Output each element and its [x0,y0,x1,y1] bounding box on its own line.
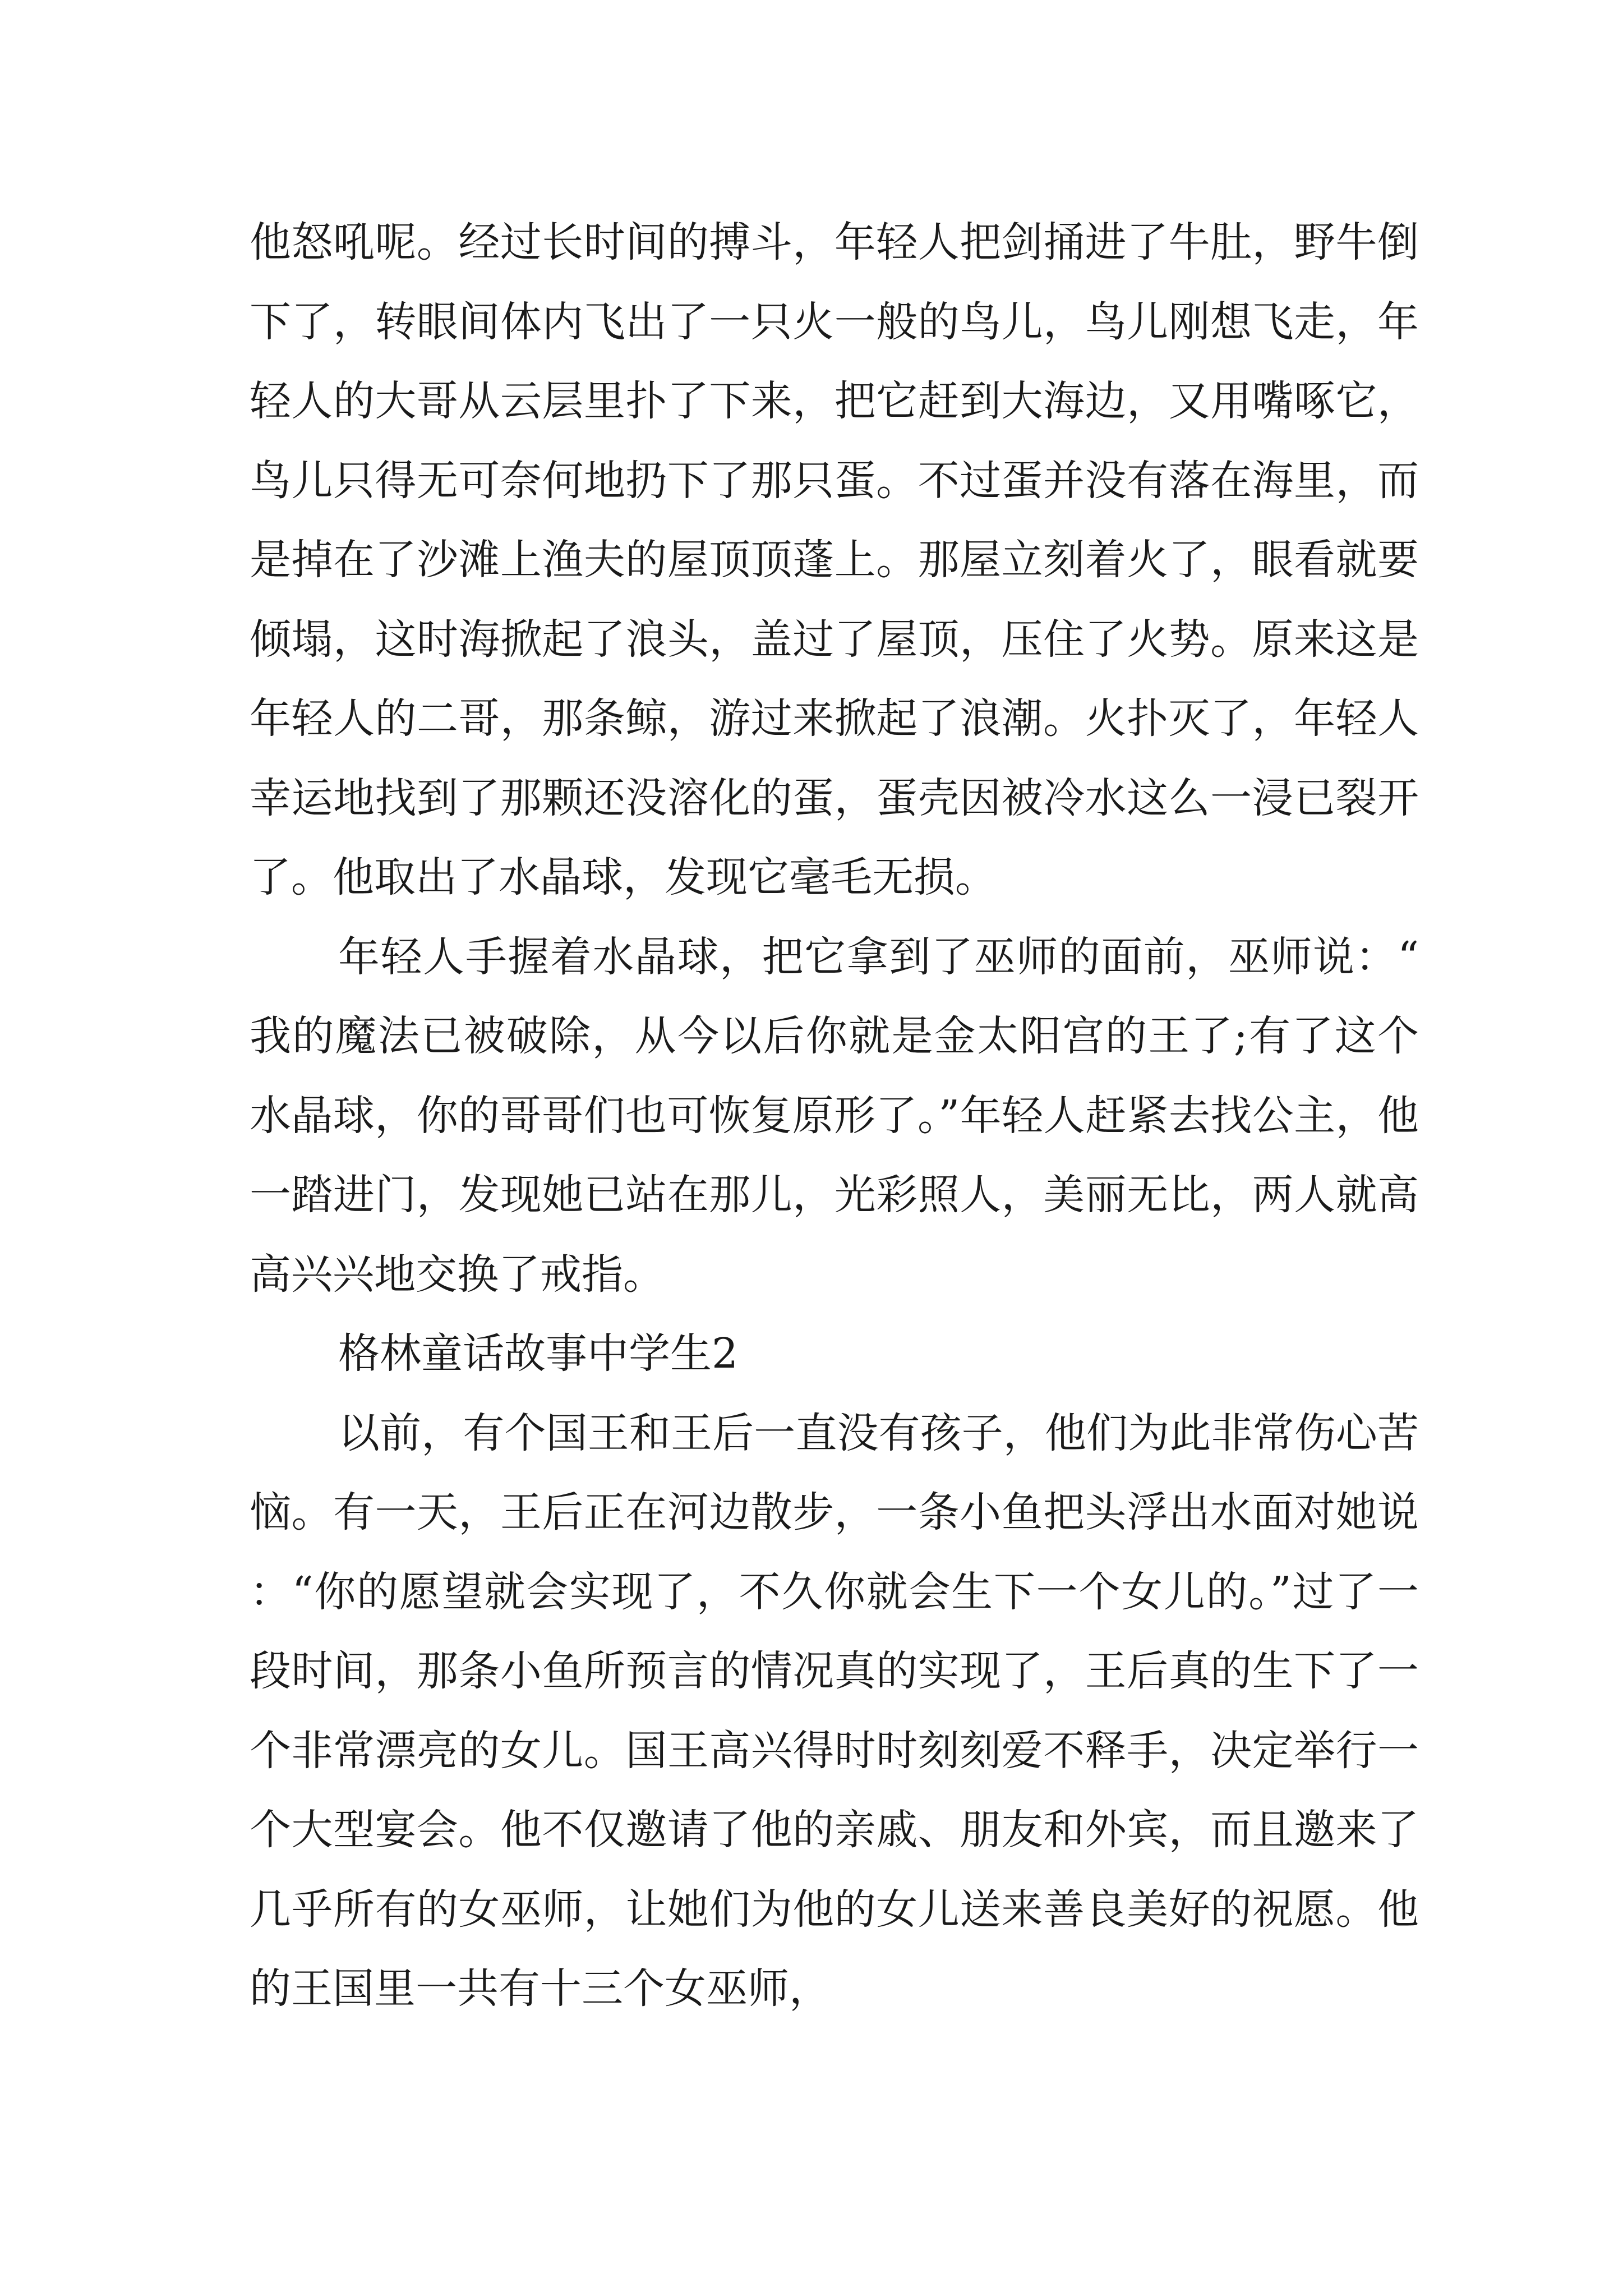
section-title: 格林童话故事中学生2 [338,1329,739,1378]
paragraph-king-and-queen: 以前，有个国王和王后一直没有孩子，他们为此非常伤心苦恼。有一天，王后正在河边散步，一条小鱼把头浮出水面对她说：“你的愿望就会实现了，不久你就会生下一个女儿的。”过了一段时间，那条小鱼所预言的情况真的实现了，王后真的生下了一个非常漂亮的女儿。国王高兴得时时刻刻爱不释手，决定举行一个大型宴会。他不仅邀请了他的亲戚、朋友和外宾，而且邀来了几乎所有的女巫师，让她们为他的女儿送来善良美好的祝愿。他的王国里一共有十三个女巫师， [250,1409,1419,2013]
paragraph-continuation: 他怒吼呢。经过长时间的搏斗，年轻人把剑捅进了牛肚，野牛倒下了，转眼间体内飞出了一只火一般的鸟儿，鸟儿刚想飞走，年轻人的大哥从云层里扑了下来，把它赶到大海边，又用嘴啄它，鸟儿只得无可奈何地扔下了那只蛋。不过蛋并没有落在海里，而是掉在了沙滩上渔夫的屋顶顶蓬上。那屋立刻着火了，眼看就要倾塌，这时海掀起了浪头，盖过了屋顶，压住了火势。原来这是年轻人的二哥，那条鲸，游过来掀起了浪潮。火扑灭了，年轻人幸运地找到了那颗还没溶化的蛋，蛋壳因被冷水这么一浸已裂开了。他取出了水晶球，发现它毫毛无损。 [250,218,1419,901]
body-text [250,203,1419,2029]
paragraph-crystal-ball: 年轻人手握着水晶球，把它拿到了巫师的面前，巫师说：“我的魔法已被破除，从今以后你就是金太阳宫的王了;有了这个水晶球，你的哥哥们也可恢复原形了。”年轻人赶紧去找公主，他一踏进门，发现她已站在那儿，光彩照人，美丽无比，两人就高高兴兴地交换了戒指。 [250,932,1419,1299]
